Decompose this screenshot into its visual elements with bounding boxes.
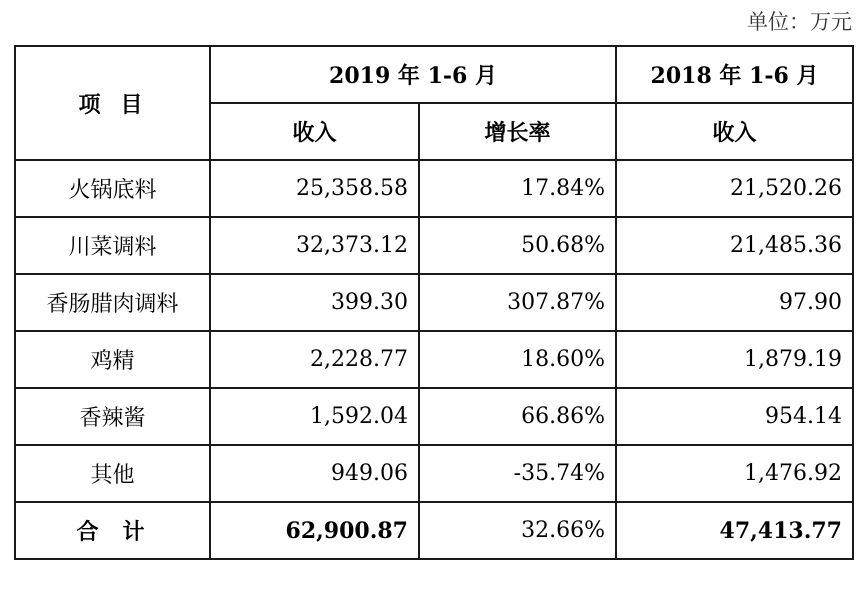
row-name: 火锅底料 — [15, 160, 210, 217]
row-growth: 307.87% — [419, 274, 616, 331]
row-name: 其他 — [15, 445, 210, 502]
row-revenue-2019: 25,358.58 — [210, 160, 419, 217]
row-revenue-2018: 1,476.92 — [616, 445, 853, 502]
total-revenue-2019: 62,900.87 — [210, 502, 419, 559]
row-growth: 18.60% — [419, 331, 616, 388]
row-growth: 66.86% — [419, 388, 616, 445]
row-revenue-2019: 32,373.12 — [210, 217, 419, 274]
table-row — [15, 217, 853, 274]
row-name: 鸡精 — [15, 331, 210, 388]
header-revenue-2018: 收入 — [616, 103, 853, 160]
row-revenue-2018: 97.90 — [616, 274, 853, 331]
row-revenue-2018: 1,879.19 — [616, 331, 853, 388]
row-revenue-2019: 949.06 — [210, 445, 419, 502]
row-revenue-2019: 1,592.04 — [210, 388, 419, 445]
row-growth: 17.84% — [419, 160, 616, 217]
revenue-table — [14, 45, 854, 560]
header-period-2018: 2018 年 1-6 月 — [616, 46, 853, 103]
table-row — [15, 274, 853, 331]
total-revenue-2018: 47,413.77 — [616, 502, 853, 559]
unit-label: 单位：万元 — [747, 10, 852, 34]
row-name: 香肠腊肉调料 — [15, 274, 210, 331]
row-name: 川菜调料 — [15, 217, 210, 274]
header-revenue-2019: 收入 — [210, 103, 419, 160]
header-growth: 增长率 — [419, 103, 616, 160]
row-revenue-2018: 21,520.26 — [616, 160, 853, 217]
table-row — [15, 160, 853, 217]
row-revenue-2018: 954.14 — [616, 388, 853, 445]
row-name: 香辣酱 — [15, 388, 210, 445]
total-label: 合计 — [15, 502, 210, 559]
table-row — [15, 445, 853, 502]
header-item: 项目 — [15, 46, 210, 160]
row-revenue-2019: 2,228.77 — [210, 331, 419, 388]
row-revenue-2019: 399.30 — [210, 274, 419, 331]
table-row — [15, 388, 853, 445]
row-growth: -35.74% — [419, 445, 616, 502]
total-row — [15, 502, 853, 559]
row-growth: 50.68% — [419, 217, 616, 274]
row-revenue-2018: 21,485.36 — [616, 217, 853, 274]
total-growth: 32.66% — [419, 502, 616, 559]
table-row — [15, 331, 853, 388]
header-period-2019: 2019 年 1-6 月 — [210, 46, 616, 103]
header-row-1 — [15, 46, 853, 103]
